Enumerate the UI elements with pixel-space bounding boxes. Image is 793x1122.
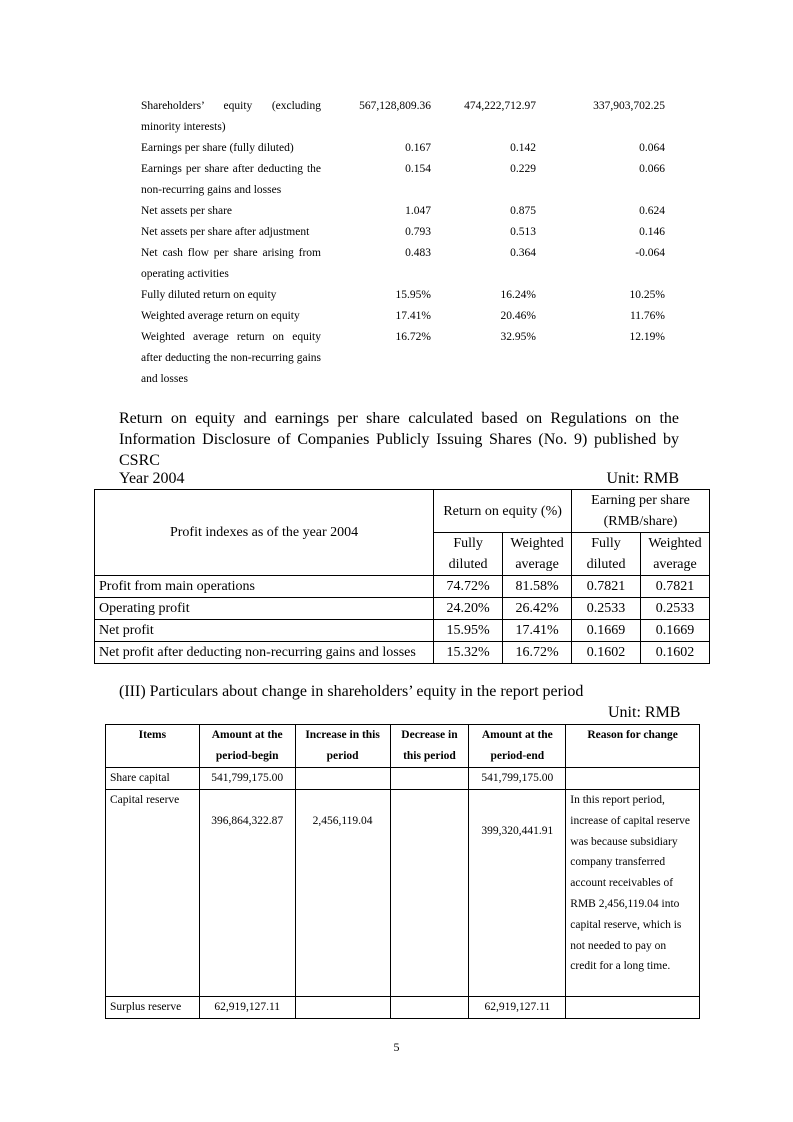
sub-header: Fully diluted — [572, 533, 641, 576]
metric-value: 10.25% — [629, 289, 665, 301]
column-header: Increase in this period — [295, 725, 390, 768]
metric-value: 0.066 — [639, 163, 665, 175]
eps-header: Earning per share (RMB/share) — [572, 490, 710, 533]
row-label: Operating profit — [95, 598, 434, 620]
year-label: Year 2004 — [119, 470, 185, 487]
metric-value: 337,903,702.25 — [593, 100, 665, 112]
table-row — [106, 768, 700, 790]
cell-value: 0.7821 — [572, 576, 641, 598]
metric-row — [141, 96, 681, 138]
metric-value: 16.24% — [500, 289, 536, 301]
cell-value: 17.41% — [503, 620, 572, 642]
metric-label: Net cash flow per share arising from operating activities — [141, 247, 321, 280]
intro-paragraph: Return on equity and earnings per share calculated based on Regulations on the Information Disclosure of Companies Publicly Issuing Shares (No. 9) published by CSRC — [119, 410, 679, 469]
column-header: Items — [106, 725, 200, 768]
metric-value: 16.72% — [395, 331, 431, 343]
sub-header: Weighted average — [503, 533, 572, 576]
metric-label: Net assets per share — [141, 205, 233, 217]
reason-cell — [566, 768, 700, 790]
metric-value: 0.167 — [405, 142, 431, 154]
cell-value: 2,456,119.04 — [295, 790, 390, 997]
metric-value: 0.229 — [510, 163, 536, 175]
metric-label: Earnings per share after deducting the non-recurring gains and losses — [141, 163, 321, 196]
metric-row — [141, 243, 681, 285]
cell-value: 541,799,175.00 — [469, 768, 566, 790]
reason-cell — [566, 997, 700, 1019]
metric-value: 32.95% — [500, 331, 536, 343]
metric-value: 0.154 — [405, 163, 431, 175]
metric-value: 0.875 — [510, 205, 536, 217]
metric-value: 0.142 — [510, 142, 536, 154]
metric-value: 0.146 — [639, 226, 665, 238]
metric-label: Earnings per share (fully diluted) — [141, 142, 294, 154]
year-unit-line — [119, 470, 679, 488]
metric-row — [141, 159, 681, 201]
cell-value: 24.20% — [434, 598, 503, 620]
cell-value — [295, 768, 390, 790]
cell-value: 396,864,322.87 — [199, 790, 295, 997]
column-header: Decrease in this period — [390, 725, 469, 768]
item-cell: Surplus reserve — [106, 997, 200, 1019]
metric-row — [141, 285, 681, 306]
table-row — [106, 997, 700, 1019]
cell-value: 0.1602 — [640, 642, 709, 664]
cell-value: 0.1669 — [572, 620, 641, 642]
roe-header: Return on equity (%) — [434, 490, 572, 533]
table-row — [95, 576, 710, 598]
reason-cell: In this report period, increase of capital reserve was because subsidiary company transferred account receivables of RMB 2,456,119.04 into capital reserve, which is not needed to pay on credit for a long time. — [566, 790, 700, 997]
cell-value: 399,320,441.91 — [469, 790, 566, 997]
section-title: (III) Particulars about change in shareholders’ equity in the report period — [119, 683, 584, 700]
cell-value — [295, 997, 390, 1019]
cell-value: 74.72% — [434, 576, 503, 598]
metric-value: 1.047 — [405, 205, 431, 217]
cell-value — [390, 768, 469, 790]
metric-row — [141, 138, 681, 159]
sub-header: Weighted average — [640, 533, 709, 576]
metric-value: -0.064 — [635, 247, 665, 259]
financial-metrics — [141, 96, 681, 390]
metric-row — [141, 306, 681, 327]
metric-value: 0.793 — [405, 226, 431, 238]
cell-value: 62,919,127.11 — [469, 997, 566, 1019]
metric-value: 0.064 — [639, 142, 665, 154]
metric-row — [141, 222, 681, 243]
page-number: 5 — [393, 1040, 400, 1054]
cell-value: 26.42% — [503, 598, 572, 620]
sub-header: Fully diluted — [434, 533, 503, 576]
cell-value: 0.2533 — [640, 598, 709, 620]
metric-label: Weighted average return on equity after deducting the non-recurring gains and losses — [141, 331, 321, 385]
row-label: Net profit — [95, 620, 434, 642]
table-row — [106, 790, 700, 997]
table-row — [95, 642, 710, 664]
cell-value — [390, 790, 469, 997]
metric-value: 15.95% — [395, 289, 431, 301]
metric-value: 11.76% — [629, 310, 665, 322]
metric-value: 0.513 — [510, 226, 536, 238]
cell-value: 62,919,127.11 — [199, 997, 295, 1019]
metric-value: 17.41% — [395, 310, 431, 322]
cell-value: 16.72% — [503, 642, 572, 664]
item-cell: Capital reserve — [106, 790, 200, 997]
cell-value: 0.1669 — [640, 620, 709, 642]
roe-eps-table — [94, 489, 710, 664]
profit-index-header: Profit indexes as of the year 2004 — [95, 490, 434, 576]
metric-value: 567,128,809.36 — [359, 100, 431, 112]
metric-value: 474,222,712.97 — [464, 100, 536, 112]
metric-value: 0.624 — [639, 205, 665, 217]
metric-label: Shareholders’ equity (excluding minority interests) — [141, 100, 321, 133]
equity-change-table — [105, 724, 700, 1019]
metric-value: 20.46% — [500, 310, 536, 322]
metric-label: Weighted average return on equity — [141, 310, 300, 322]
cell-value: 81.58% — [503, 576, 572, 598]
cell-value: 541,799,175.00 — [199, 768, 295, 790]
cell-value: 15.95% — [434, 620, 503, 642]
unit-label: Unit: RMB — [606, 470, 679, 487]
column-header: Amount at the period-begin — [199, 725, 295, 768]
unit-label: Unit: RMB — [608, 704, 681, 721]
column-header: Amount at the period-end — [469, 725, 566, 768]
cell-value — [390, 997, 469, 1019]
cell-value: 15.32% — [434, 642, 503, 664]
metric-label: Fully diluted return on equity — [141, 289, 277, 301]
table-row — [95, 620, 710, 642]
metric-row — [141, 201, 681, 222]
column-header: Reason for change — [566, 725, 700, 768]
cell-value: 0.7821 — [640, 576, 709, 598]
metric-row — [141, 327, 681, 390]
row-label: Profit from main operations — [95, 576, 434, 598]
item-cell: Share capital — [106, 768, 200, 790]
table-header-row — [106, 725, 700, 768]
metric-value: 0.364 — [510, 247, 536, 259]
cell-value: 0.2533 — [572, 598, 641, 620]
cell-value: 0.1602 — [572, 642, 641, 664]
row-label: Net profit after deducting non-recurring gains and losses — [95, 642, 434, 664]
table-row — [95, 598, 710, 620]
metric-value: 0.483 — [405, 247, 431, 259]
metric-value: 12.19% — [629, 331, 665, 343]
metric-label: Net assets per share after adjustment — [141, 226, 310, 238]
